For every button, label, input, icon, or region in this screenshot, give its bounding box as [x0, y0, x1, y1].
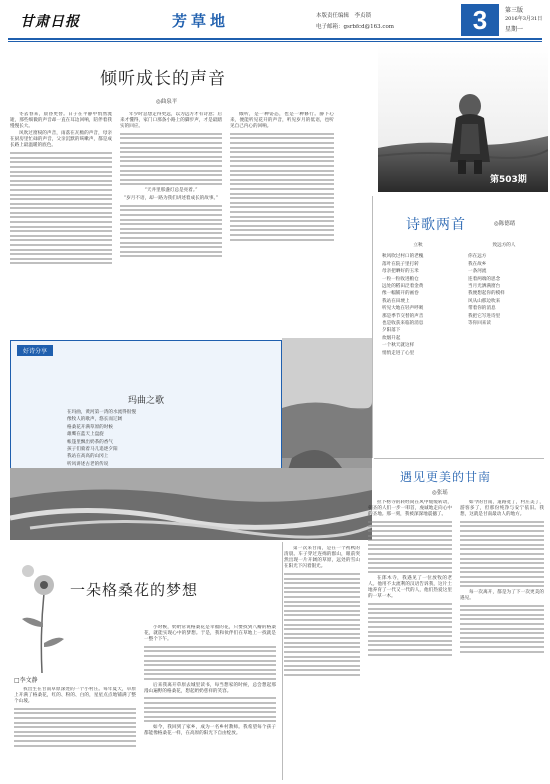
article-2-title: 一朵格桑花的梦想: [70, 581, 199, 599]
email-line: 电子邮箱：gsrbfcd@163.com: [316, 24, 394, 30]
article-2-column-1: [14, 687, 136, 779]
poem-line: 连着两端的思念: [468, 276, 501, 282]
poem-line: 孩子们骑着马儿追逐夕阳: [67, 447, 118, 453]
column-divider: [372, 196, 373, 458]
article-2-paragraph: 后来我离开草原去城里读书，每当想家的时候，总会想起那漫山遍野的格桑花，想起奶奶慈祥的笑容。: [144, 682, 276, 694]
article-1-column-2: [120, 112, 222, 327]
article-2: [10, 545, 282, 780]
weekday-label: 星期一: [505, 26, 524, 33]
poem-line: 夕阳落下: [382, 328, 401, 334]
article-1-quote: “天井里那盏灯总是亮着。”: [144, 188, 198, 193]
poem-line: 像牧人的歌声，悠长而辽阔: [67, 417, 123, 423]
article-3-body-lines: [284, 573, 360, 676]
article-2-column-2: [144, 625, 276, 777]
article-1-paragraph: 冬去春来，晨昏更替。日子在平静中悄然流逝，那些细微的声音却一直在耳边回响，陪伴着我慢慢长大。: [10, 112, 112, 130]
page-header: [0, 0, 550, 44]
article-1-body-lines: [120, 205, 222, 258]
article-1-body-lines: [230, 133, 334, 241]
article-1-column-1: [10, 112, 112, 327]
poem-line: 落叶在院子里打转: [382, 261, 419, 267]
poem-1: [382, 242, 454, 452]
poem-line: 格桑花开满草原的时候: [67, 424, 113, 430]
article-3-author: ◎张瑶: [432, 490, 448, 496]
article-2-paragraph: 我出生在甘南草原深处的一个小村庄。每年夏天，草原上开满了格桑花，红的、粉的、白的，星星点点地铺满了整个山坡。: [14, 687, 136, 705]
photo-illustration: [378, 44, 548, 192]
article-1: [10, 44, 350, 334]
poems-title: 诗歌两首: [406, 217, 466, 233]
newspaper-logo: 甘肃日报: [20, 14, 80, 30]
article-3-body-lines: [368, 603, 452, 656]
article-1-quote: “岁月不语，却一路为我们讲述着成长的故事。”: [123, 196, 219, 202]
poem-line: 远处的稻田泛着金黄: [382, 284, 424, 290]
poem-line: 听风讲述古老的传说: [67, 461, 109, 467]
article-3-paragraph: 第一次来甘南，是在一个初秋的清晨。车子穿过连绵的群山，眼前突然出现一片开阔的草原，远处的雪山在阳光下闪着银光。: [284, 546, 360, 570]
article-3-paragraph: 拉卜楞寺的转经筒在风中缓缓转动，朝圣的人们一步一叩首，虔诚地走向心中的圣地。那一刻，我被深深地震撼了。: [368, 500, 452, 518]
poem-line: 也是收获来临的消息: [382, 321, 424, 327]
poem-line: 一个秋天就这样: [382, 343, 415, 349]
article-3-paragraph: 如今的甘南，道路宽了，村庄美了，游客多了，但那份纯净与安宁依旧。我想，这就是甘南最动人的地方。: [460, 500, 544, 518]
article-2-paragraph: 小时候，奶奶常说格桑花是幸福的花，只要找到八瓣的格桑花，就能实现心中的梦想。于是，我和伙伴们在草地上一找就是一整个下午。: [144, 625, 276, 643]
poem-line: 炊烟升起: [382, 335, 401, 341]
poem-line: 母亲把晒好的玉米: [382, 269, 419, 275]
literary-box-column-tab: 好诗分享: [17, 345, 53, 356]
article-1-author: ◎曲泉平: [156, 99, 178, 105]
page-number-badge: 3: [461, 4, 499, 36]
poem-line: 我站在高高的山冈上: [67, 454, 109, 460]
poems-section: [372, 194, 544, 454]
poem-2-title: 致远方的人: [492, 243, 516, 248]
literary-box-title: 玛曲之歌: [127, 396, 164, 406]
photo-caption: 第503期: [490, 175, 527, 185]
poem-line: 我在故乡: [468, 261, 487, 267]
poem-line: 你在远方: [468, 254, 487, 260]
date-label: 2016年3月31日: [505, 16, 543, 22]
article-3-column-1: [284, 546, 360, 778]
article-3-body-lines: [368, 521, 452, 574]
poem-line: 我把它写进诗里: [468, 313, 501, 319]
poem-line: 等你回来读: [468, 321, 491, 327]
poem-line: 风从山那边吹来: [468, 298, 501, 304]
header-rule-thick: [8, 38, 542, 40]
poem-line: 秋风吹过村口的老槐: [382, 254, 424, 260]
editor-line: 本版责任编辑 李贞锁: [316, 13, 372, 19]
article-2-body-lines: [144, 697, 276, 722]
article-3: [284, 460, 544, 780]
poem-line: 一条河流: [468, 269, 487, 275]
poem-line: 我站在田埂上: [382, 298, 410, 304]
article-3-column-2: [368, 500, 452, 778]
article-3-body-lines: [460, 521, 544, 587]
article-2-body-lines: [144, 646, 276, 680]
header-rule-thin: [8, 41, 542, 42]
poem-2: [468, 242, 540, 452]
article-1-title: 倾听成长的声音: [100, 69, 226, 89]
flower-illustration: [14, 553, 70, 673]
article-3-paragraph: 每一次离开，都是为了下一次更美的遇见。: [460, 589, 544, 601]
poem-line: 像一幅铺开的画卷: [382, 291, 419, 297]
section-divider: [374, 458, 544, 459]
section-title: 芳草地: [172, 12, 230, 30]
poem-line: 在玛曲，黄河第一湾的水流得很慢: [67, 410, 136, 415]
photo-child-on-grassland: [378, 44, 548, 192]
poems-author: ◎陈德绪: [494, 221, 516, 227]
article-2-body-lines: [14, 708, 136, 747]
poem-line: 我便想起你的模样: [468, 291, 505, 297]
poem-line: 带着你的消息: [468, 306, 496, 312]
poem-line: 一粒一粒收进粮仓: [382, 276, 419, 282]
article-1-body-lines: [10, 152, 112, 264]
poem-line: 当月光洒满窗台: [468, 284, 501, 290]
article-1-body-lines: [120, 133, 222, 186]
article-3-title: 遇见更美的甘南: [400, 470, 492, 484]
poem-1-title: 立秋: [413, 243, 423, 248]
column-divider: [282, 542, 283, 780]
poem-line: 悄悄走进了心里: [382, 350, 415, 356]
poem-line: 那是季节交替的声音: [382, 313, 424, 319]
article-3-column-3: [460, 500, 544, 778]
article-1-paragraph: 年少时总想走得更远，以为远方才有诗意；后来才懂得，家门口那条小路上的脚步声，才是最踏实的回应。: [120, 112, 222, 130]
article-1-paragraph: 倾听，是一种姿态，也是一种修行。静下心来，便能听见花开的声音，听见岁月的低语，也听见自己内心的回响。: [230, 112, 334, 130]
article-2-paragraph: 如今，我回到了家乡，成为一名乡村教师。我希望每个孩子都能像格桑花一样，在高原的阳光下自由绽放。: [144, 724, 276, 737]
article-1-paragraph: 风吹过窗棂的声音，雨落在瓦檐的声音，母亲在厨房里忙碌的声音，父亲沉默的咳嗽声，都是成长路上最温暖的底色。: [10, 131, 112, 149]
article-2-author: □李文静: [14, 677, 38, 684]
poem-line: 帐篷里飘出奶茶的香气: [67, 439, 113, 445]
article-3-body-lines: [460, 605, 544, 653]
edition-label: 第三版: [505, 7, 524, 14]
poem-line: 雄鹰在蓝天上盘旋: [67, 432, 104, 438]
article-1-column-3: [230, 112, 334, 327]
poem-line: 听见大地在轻声呼吸: [382, 306, 424, 312]
article-3-paragraph: 在郎木寺，我遇见了一位放牧的老人。他用不太流利的汉语告诉我，这片土地养育了一代又一代的人，他们热爱这里的一草一木。: [368, 576, 452, 600]
